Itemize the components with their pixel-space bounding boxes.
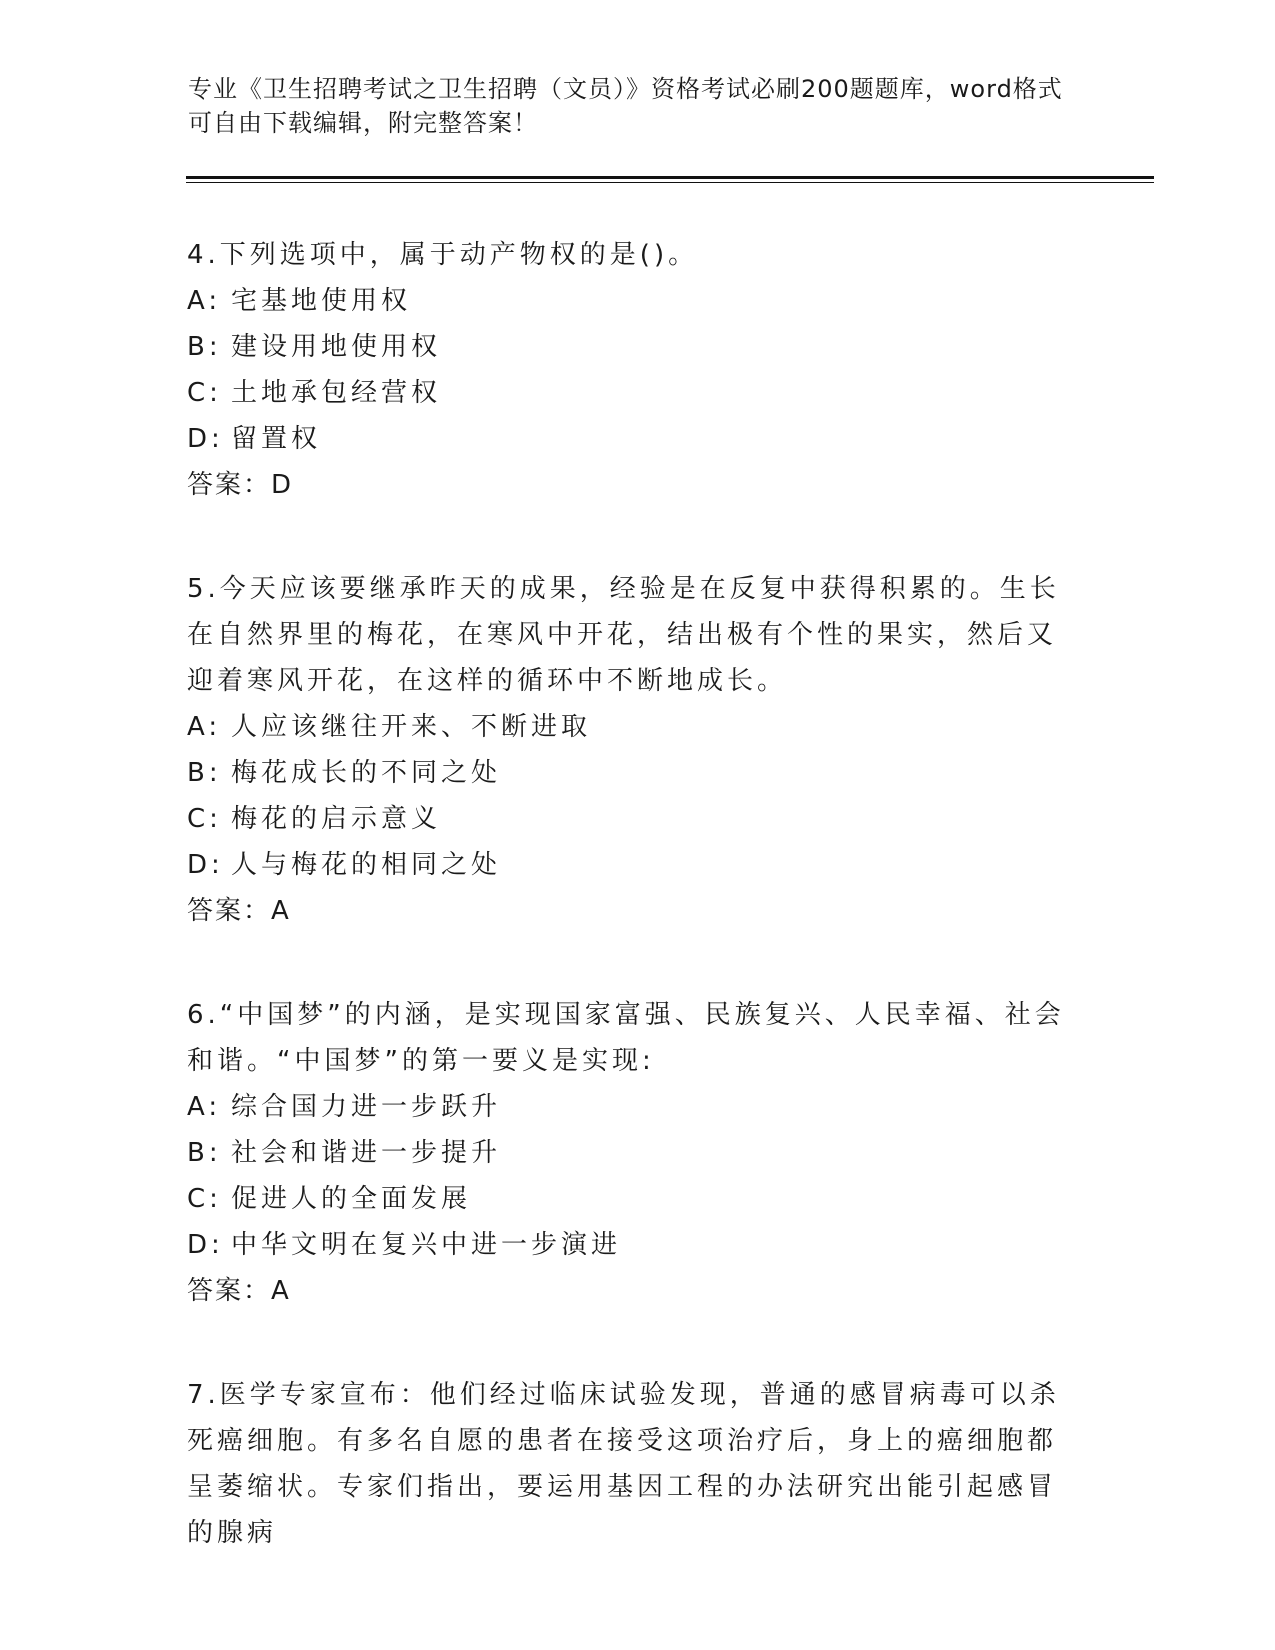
- option-d: [187, 416, 1067, 462]
- option-letter: D:: [187, 424, 224, 454]
- option-letter: A:: [187, 286, 222, 316]
- question-6: [187, 992, 1067, 1314]
- question-stem: 4.下列选项中，属于动产物权的是()。: [187, 240, 699, 270]
- header-line-1: 专业《卫生招聘考试之卫生招聘（文员）》资格考试必刷200题题库，word格式: [188, 75, 1063, 103]
- option-letter: B:: [187, 758, 222, 788]
- question-list: [187, 232, 1067, 1614]
- option-text: 留置权: [231, 424, 322, 454]
- option-text: 综合国力进一步跃升: [231, 1092, 502, 1122]
- option-text: 梅花成长的不同之处: [231, 758, 502, 788]
- question-stem: 5.今天应该要继承昨天的成果，经验是在反复中获得积累的。生长在自然界里的梅花，在寒风中开花，结出极有个性的果实，然后又迎着寒风开花，在这样的循环中不断地成长。: [187, 574, 1060, 696]
- answer-line: 答案：D: [187, 470, 294, 500]
- option-a: [187, 278, 1067, 324]
- option-letter: B:: [187, 332, 222, 362]
- option-c: [187, 1176, 1067, 1222]
- answer-line: 答案：A: [187, 896, 291, 926]
- option-d: [187, 1222, 1067, 1268]
- option-b: [187, 324, 1067, 370]
- document-header: [188, 72, 1068, 140]
- header-divider-thin: [186, 182, 1154, 183]
- option-letter: C:: [187, 378, 222, 408]
- question-stem: 6.“中国梦”的内涵，是实现国家富强、民族复兴、人民幸福、社会和谐。“中国梦”的第一要义是实现:: [187, 1000, 1065, 1076]
- option-text: 社会和谐进一步提升: [231, 1138, 502, 1168]
- option-letter: A:: [187, 712, 222, 742]
- option-d: [187, 842, 1067, 888]
- option-text: 土地承包经营权: [231, 378, 442, 408]
- option-c: [187, 796, 1067, 842]
- option-text: 中华文明在复兴中进一步演进: [231, 1230, 622, 1260]
- question-4: [187, 232, 1067, 508]
- option-letter: A:: [187, 1092, 222, 1122]
- option-letter: C:: [187, 1184, 222, 1214]
- header-line-2: 可自由下载编辑，附完整答案！: [188, 109, 538, 137]
- question-stem: 7.医学专家宣布：他们经过临床试验发现，普通的感冒病毒可以杀死癌细胞。有多名自愿的患者在接受这项治疗后，身上的癌细胞都呈萎缩状。专家们指出，要运用基因工程的办法研究出能引起感冒的腺病: [187, 1380, 1060, 1548]
- question-7: [187, 1372, 1067, 1556]
- option-text: 人与梅花的相同之处: [231, 850, 502, 880]
- option-text: 梅花的启示意义: [231, 804, 442, 834]
- option-a: [187, 1084, 1067, 1130]
- option-text: 宅基地使用权: [231, 286, 412, 316]
- option-text: 人应该继往开来、不断进取: [231, 712, 592, 742]
- option-letter: B:: [187, 1138, 222, 1168]
- option-text: 促进人的全面发展: [231, 1184, 472, 1214]
- option-letter: D:: [187, 850, 224, 880]
- header-divider-thick: [186, 176, 1154, 179]
- option-b: [187, 1130, 1067, 1176]
- answer-line: 答案：A: [187, 1276, 291, 1306]
- question-5: [187, 566, 1067, 934]
- option-b: [187, 750, 1067, 796]
- option-c: [187, 370, 1067, 416]
- option-text: 建设用地使用权: [231, 332, 442, 362]
- option-letter: D:: [187, 1230, 224, 1260]
- option-a: [187, 704, 1067, 750]
- option-letter: C:: [187, 804, 222, 834]
